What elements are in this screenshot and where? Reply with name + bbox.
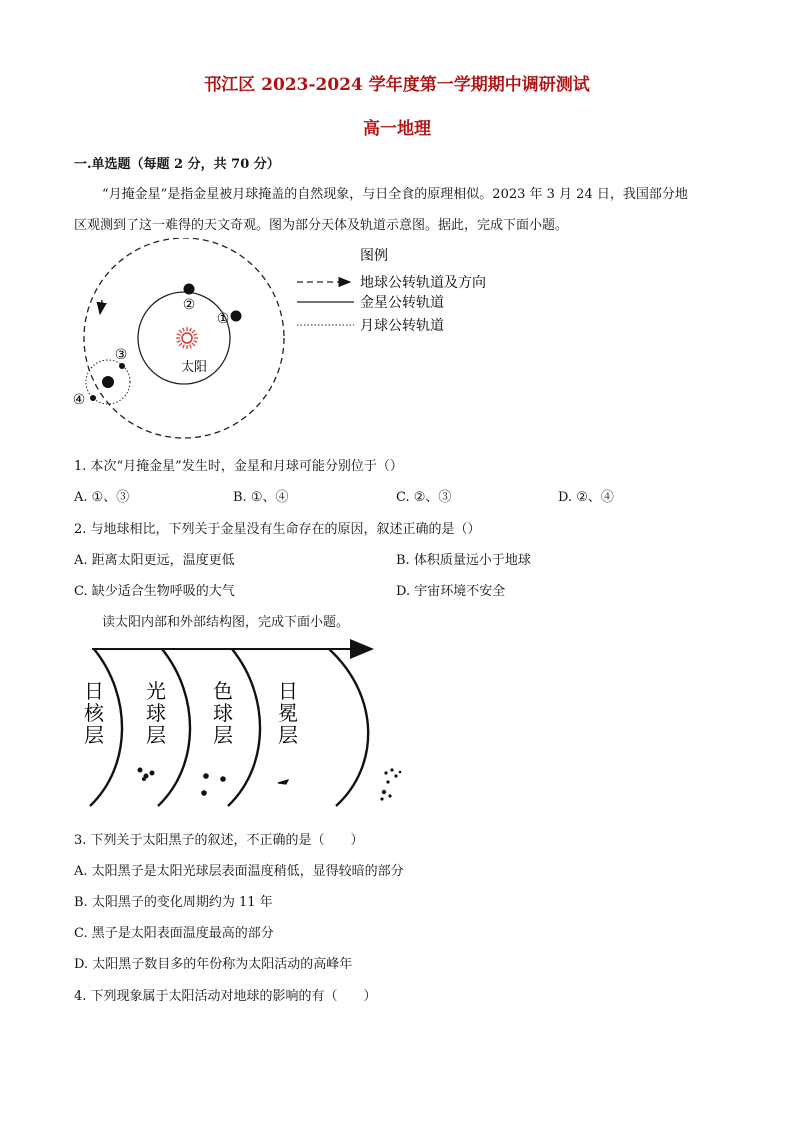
q3-option-d: D. 太阳黑子数目多的年份称为太阳活动的高峰年 [74, 957, 353, 972]
solar-structure-diagram [74, 636, 414, 814]
legend-earth-label: 地球公转轨道及方向 [360, 275, 486, 291]
marker-3: ③ [114, 347, 128, 363]
exam-title: 邗江区 2023-2024 学年度第一学期期中调研测试 [204, 75, 590, 95]
label-corona-2: 冕 [278, 701, 298, 725]
sun-icon [176, 327, 198, 349]
venus-position-2 [184, 284, 195, 295]
sun-label: 太阳 [180, 360, 208, 375]
corona-mark [278, 780, 288, 784]
q3-stem: 3. 下列关于太阳黑子的叙述，不正确的是（ ） [74, 833, 364, 848]
earth-orbit-arrow [100, 300, 102, 314]
label-core-2: 核 [84, 701, 104, 725]
earth-orbit [84, 238, 284, 438]
exam-subject: 高一地理 [363, 119, 431, 139]
label-chromosphere-2: 球 [213, 701, 233, 725]
q1-stem: 1. 本次“月掩金星”发生时，金星和月球可能分别位于（） [74, 459, 403, 474]
solar-wind-marks [380, 768, 401, 800]
label-photosphere-2: 球 [146, 701, 166, 725]
q2-option-c: C. 缺少适合生物呼吸的大气 [74, 584, 235, 599]
marker-4: ④ [72, 392, 86, 408]
passage1-line1: “月掩金星”是指金星被月球掩盖的自然现象，与日全食的原理相似。2023 年 3 月 24 日，我国部分地 [102, 187, 688, 202]
label-core-3: 层 [84, 723, 104, 747]
sunspots-marks [138, 768, 155, 782]
legend-title: 图例 [360, 248, 388, 264]
q2-option-b: B. 体积质量远小于地球 [396, 553, 531, 568]
q2-option-a: A. 距离太阳更远，温度更低 [74, 553, 235, 568]
label-photosphere-3: 层 [146, 723, 166, 747]
label-chromosphere-3: 层 [213, 723, 233, 747]
label-photosphere-1: 光 [146, 679, 166, 703]
q3-option-c: C. 黑子是太阳表面温度最高的部分 [74, 926, 274, 941]
earth-dot [102, 376, 114, 388]
marker-2: ② [182, 297, 196, 313]
label-chromosphere-1: 色 [213, 679, 233, 703]
q2-option-d: D. 宇宙环境不安全 [396, 584, 506, 599]
q3-option-b: B. 太阳黑子的变化周期约为 11 年 [74, 895, 273, 910]
section-heading: 一.单选题（每题 2 分，共 70 分） [74, 157, 280, 172]
orbit-diagram [60, 238, 520, 448]
label-corona-1: 日 [278, 679, 298, 703]
q3-option-a: A. 太阳黑子是太阳光球层表面温度稍低，显得较暗的部分 [74, 864, 404, 879]
passage2: 读太阳内部和外部结构图，完成下面小题。 [102, 615, 350, 630]
venus-position-1 [231, 311, 242, 322]
moon-position-4 [90, 395, 96, 401]
flare-marks [201, 773, 226, 796]
legend-venus-label: 金星公转轨道 [360, 295, 444, 311]
q1-option-b: B. ①、④ [233, 490, 289, 505]
q1-option-a: A. ①、③ [74, 490, 130, 505]
label-corona-3: 层 [278, 723, 298, 747]
moon-position-3 [119, 363, 125, 369]
label-core-1: 日 [84, 679, 104, 703]
layer-boundary-4 [329, 649, 368, 806]
legend-moon-label: 月球公转轨道 [360, 318, 444, 334]
passage1-line2: 区观测到了这一难得的天文奇观。图为部分天体及轨道示意图。据此，完成下面小题。 [74, 218, 569, 233]
q1-option-d: D. ②、④ [558, 490, 614, 505]
q4-stem: 4. 下列现象属于太阳活动对地球的影响的有（ ） [74, 989, 377, 1004]
q1-option-c: C. ②、③ [396, 490, 452, 505]
q2-stem: 2. 与地球相比，下列关于金星没有生命存在的原因，叙述正确的是（） [74, 522, 481, 537]
marker-1: ① [216, 311, 230, 327]
